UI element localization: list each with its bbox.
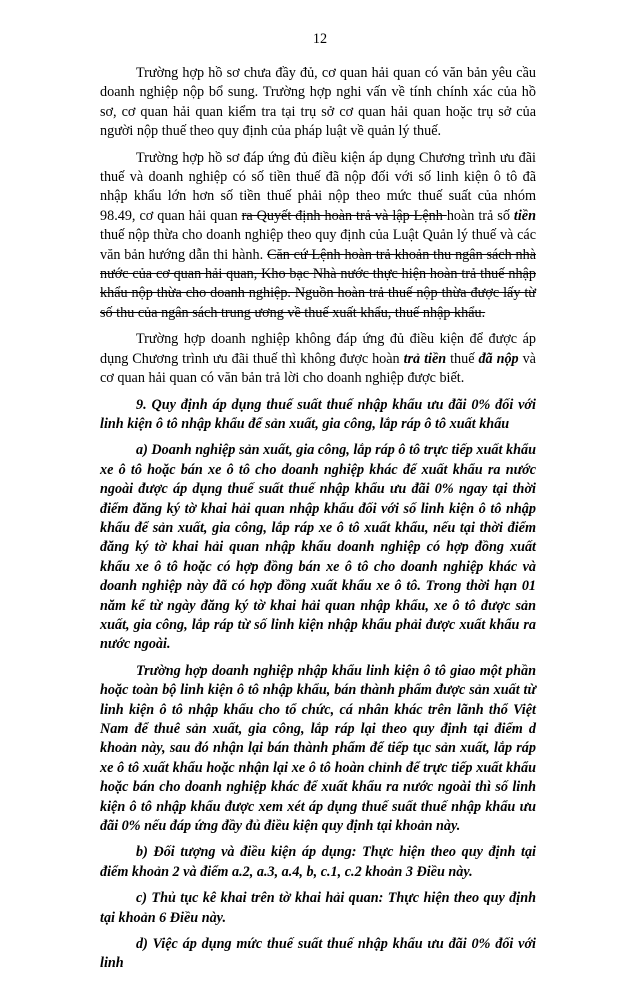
struck-text: Căn cứ Lệnh hoàn trả khoản thu ngân sách nhà nước của cơ quan hải quan, Kho bạc Nhà nước thực hiện hoàn trả thuế nhập khẩu nộp thừa cho doanh nghiệp. Nguồn hoàn trả thuế nộp thừa được lấy từ số thu của ngân sách trung ương về thuế xuất khẩu, thuế nhập khẩu.: [100, 246, 537, 321]
document-body: [100, 64, 536, 981]
paragraph-9d: d) Việc áp dụng mức thuế suất thuế nhập khẩu ưu đãi 0% đối với linh: [100, 936, 536, 972]
paragraph-9a-outsourcing: Trường hợp doanh nghiệp nhập khẩu linh kiện ô tô giao một phần hoặc toàn bộ linh kiện ô tô nhập khẩu, bán thành phẩm được sản xuất từ linh kiện ô tô nhập khẩu cho tổ chức, cá nhân khác trên lãnh thổ Việt Nam để thuê sản xuất, gia công, lắp ráp lại theo quy định tại điểm d khoản này, sau đó nhận lại bán thành phẩm để tiếp tục sản xuất, lắp ráp xe ô tô xuất khẩu hoặc nhận lại xe ô tô hoàn chỉnh để trực tiếp xuất khẩu hoặc bán cho doanh nghiệp khác để xuất khẩu ra nước ngoài thì số linh kiện ô tô nhập khẩu được xem xét áp dụng thuế suất thuế nhập khẩu ưu đãi 0% nếu đáp ứng đầy đủ điều kiện quy định tại khoản này.: [100, 662, 536, 835]
paragraph-9a: a) Doanh nghiệp sản xuất, gia công, lắp ráp ô tô trực tiếp xuất khẩu xe ô tô hoặc bán xe ô tô cho doanh nghiệp khác để xuất khẩu ra nước ngoài được áp dụng thuế suất thuế nhập khẩu ưu đãi 0% ngay tại thời điểm đăng ký tờ khai hải quan nhập khẩu đối với số linh kiện ô tô nhập khẩu để sản xuất, gia công, lắp ráp xe ô tô xuất khẩu, nếu tại thời điểm đăng ký tờ khai hải quan nhập khẩu doanh nghiệp có hợp đồng xuất khẩu xe ô tô hoặc có hợp đồng bán xe ô tô cho doanh nghiệp khác và doanh nghiệp này đã có hợp đồng xuất khẩu xe ô tô. Trong thời hạn 01 năm kể từ ngày đăng ký tờ khai hải quan nhập khẩu, xe ô tô được sản xuất, gia công, lắp ráp từ số linh kiện nhập khẩu phải được xuất khẩu ra nước ngoài.: [100, 442, 536, 653]
paragraph-refund-eligible: [100, 149, 536, 324]
text-run: Trường hợp hồ sơ đáp ứng đủ điều kiện áp dụng Chương trình ưu đãi thuế và doanh nghiệp có số tiền thuế đã nộp đối với số linh kiện ô tô đã nhập khẩu lớn hơn số tiền thuế phải nộp theo mức thuế suất của nhóm 98.49, cơ quan hải quan: [100, 149, 536, 224]
paragraph-9b: b) Đối tượng và điều kiện áp dụng: Thực hiện theo quy định tại điểm khoản 2 và điểm a.2, a.3, a.4, b, c.1, c.2 khoản 3 Điều này.: [100, 844, 536, 880]
text-run: Trường hợp doanh nghiệp không đáp ứng đủ điều kiện để được áp dụng Chương trình ưu đãi thuế thì không được hoàn: [100, 331, 536, 367]
paragraph-incomplete-dossier: Trường hợp hồ sơ chưa đầy đủ, cơ quan hải quan có văn bản yêu cầu doanh nghiệp nộp bổ sung. Trường hợp nghi vấn về tính chính xác của hồ sơ, cơ quan hải quan kiểm tra tại trụ sở cơ quan hải quan hoặc trụ sở của người nộp thuế theo quy định của pháp luật về quản lý thuế.: [100, 65, 536, 140]
struck-text: ra Quyết định hoàn trả và lập Lệnh: [241, 207, 447, 224]
inserted-text: tiền: [513, 207, 536, 224]
text-run: hoàn trả số: [446, 207, 514, 224]
paragraph-9c: c) Thủ tục kê khai trên tờ khai hải quan: Thực hiện theo quy định tại khoản 6 Điều này.: [100, 890, 536, 926]
text-run: thuế nộp thừa cho doanh nghiệp theo quy định của Luật Quản lý thuế và các văn bản hướng dẫn thi hành.: [100, 227, 536, 263]
section-heading-9: 9. Quy định áp dụng thuế suất thuế nhập khẩu ưu đãi 0% đối với linh kiện ô tô nhập khẩu để sản xuất, gia công, lắp ráp ô tô xuất khẩu: [100, 396, 536, 432]
page-number: 12: [312, 31, 328, 47]
text-run: và cơ quan hải quan có văn bản trả lời cho doanh nghiệp được biết.: [100, 350, 536, 387]
paragraph-refund-ineligible: [100, 330, 536, 388]
inserted-text: trả tiền: [403, 350, 447, 367]
inserted-text: đã nộp: [478, 350, 519, 367]
text-run: thuế: [446, 350, 479, 367]
